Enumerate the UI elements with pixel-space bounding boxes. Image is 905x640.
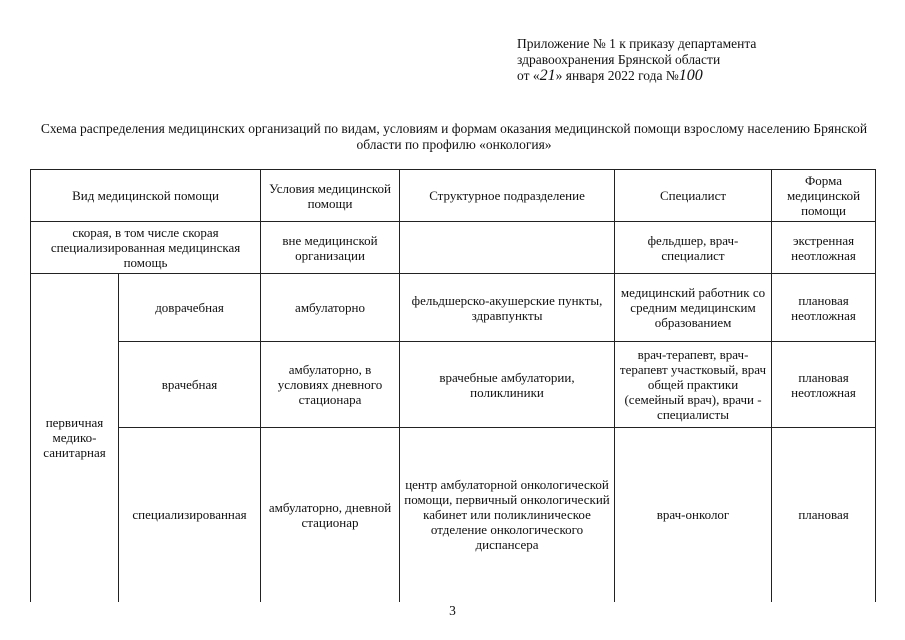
table-row [31, 274, 876, 342]
emergency-form: экстренная неотложная [772, 222, 876, 274]
row-conditions: амбулаторно [261, 274, 400, 342]
primary-care-label: первичная медико-санитарная [31, 274, 119, 602]
handwritten-day: 21 [539, 67, 556, 84]
row-specialist: врач-онколог [615, 428, 772, 602]
header-conditions: Условия медицинской помощи [261, 170, 400, 222]
row-form: плановая [772, 428, 876, 602]
appendix-line-3 [517, 68, 756, 84]
header-form: Форма медицинской помощи [772, 170, 876, 222]
appendix-date-mid: » января 2022 года № [555, 68, 679, 83]
table-row-emergency [31, 222, 876, 274]
row-conditions: амбулаторно, в условиях дневного стационара [261, 342, 400, 428]
header-unit: Структурное подразделение [400, 170, 615, 222]
row-specialist: врач-терапевт, врач-терапевт участковый, врач общей практики (семейный врач), врачи - специалисты [615, 342, 772, 428]
row-subtype: специализированная [119, 428, 261, 602]
care-distribution-table [30, 169, 876, 602]
appendix-line-2: здравоохранения Брянской области [517, 52, 721, 67]
table-row [31, 342, 876, 428]
row-unit: врачебные амбулатории, поликлиники [400, 342, 615, 428]
table-row [31, 428, 876, 602]
row-subtype: врачебная [119, 342, 261, 428]
table-header-row [31, 170, 876, 222]
page-number: 3 [449, 603, 456, 618]
row-conditions: амбулаторно, дневной стационар [261, 428, 400, 602]
appendix-header [517, 36, 756, 84]
row-form: плановая неотложная [772, 342, 876, 428]
handwritten-order-number: 100 [678, 67, 703, 84]
emergency-unit [400, 222, 615, 274]
emergency-type: скорая, в том числе скорая специализированная медицинская помощь [31, 222, 261, 274]
header-care-type: Вид медицинской помощи [31, 170, 261, 222]
appendix-line-1: Приложение № 1 к приказу департамента [517, 36, 757, 51]
row-unit: фельдшерско-акушерские пункты, здравпункты [400, 274, 615, 342]
row-subtype: доврачебная [119, 274, 261, 342]
appendix-date-prefix: от « [517, 68, 540, 83]
emergency-specialist: фельдшер, врач-специалист [615, 222, 772, 274]
row-specialist: медицинский работник со средним медицинским образованием [615, 274, 772, 342]
document-title: Схема распределения медицинских организаций по видам, условиям и формам оказания медицинской помощи взрослому населению Брянской области по профилю «онкология» [40, 121, 868, 152]
row-unit: центр амбулаторной онкологической помощи, первичный онкологический кабинет или поликлиническое отделение онкологического диспансера [400, 428, 615, 602]
emergency-conditions: вне медицинской организации [261, 222, 400, 274]
header-specialist: Специалист [615, 170, 772, 222]
row-form: плановая неотложная [772, 274, 876, 342]
